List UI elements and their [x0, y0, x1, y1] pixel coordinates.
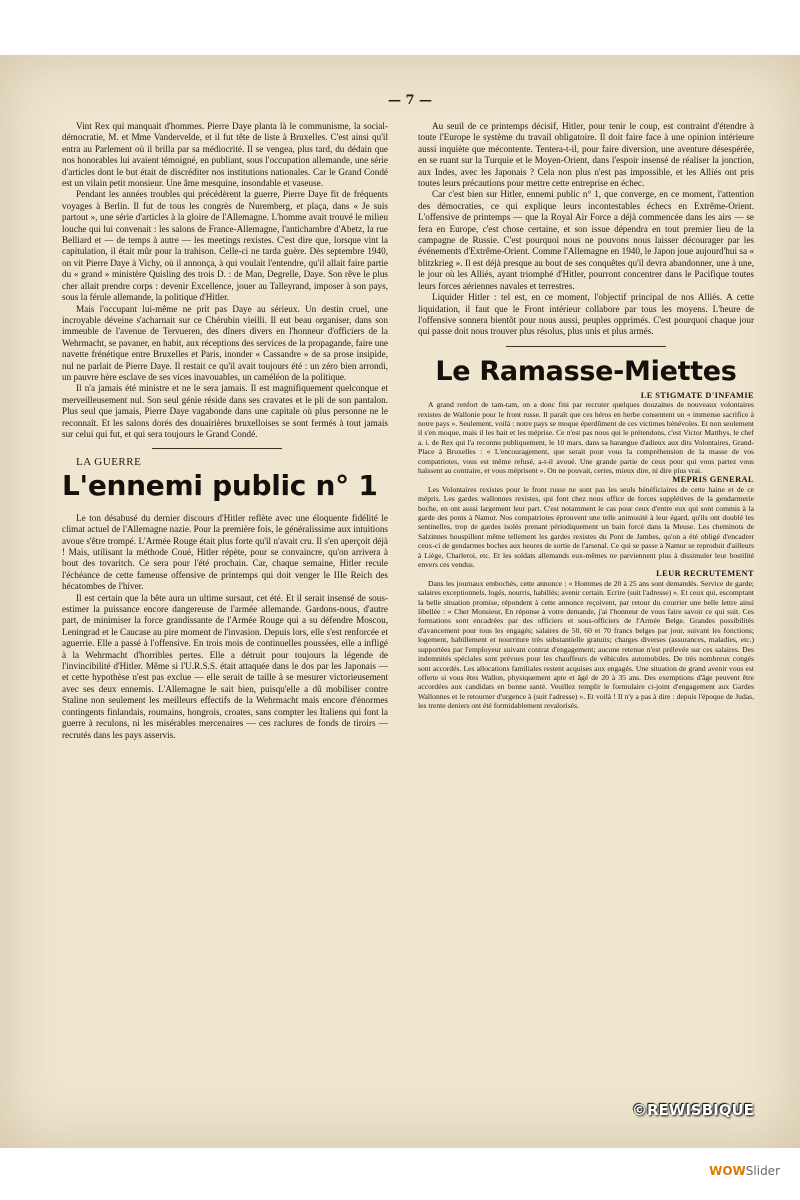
- brand-part-a: WOW: [709, 1164, 746, 1178]
- newspaper-page: [0, 55, 800, 1148]
- section-label: LA GUERRE: [76, 456, 142, 469]
- recrutement-paragraph: Dans les journaux embochés, cette annonce : « Hommes de 20 à 25 ans sont demandés. Service de garde; salaires exceptionnels, logés, nourris, habillés; avenir certain. Ecrire (suit l'adresse) ». Et ceux qui, escomptant la belle situation promise, répondent à cette annonce reçoivent, par retour du courrier une belle lettre ainsi libellée : « Cher Monsieur, En réponse à votre demande, j'ai l'honneur de vous faire savoir ce qui suit. Ces formations sont encadrées par des officiers et sous-officiers de l'Armée Belge. Grandes possibilités d'avancement pour tous les engagés; salaires de 50, 60 et 70 francs belges par jour, suivant les fonctions; logement, habillement et nourriture très substantielle gratuits; charges diverses (assurances, maladies, etc.) supportées par l'employeur suivant contrat d'engagement; aucune retenue n'est prélevée sur ces salaires. Des indemnités spéciales sont prévues pour les chauffeurs de véhicules automobiles. De très nombreux congés sont accordés. Les allocations familiales restent acquises aux engagés. Une situation de grand avenir vous est offerte si vous êtes Wallon, physiquement apte et âgé de 20 à 35 ans. Des exemptions d'âge peuvent être accordées aux candidats en bonne santé. Veuillez remplir le formulaire ci-joint d'engagement aux Gardes Wallonnes et le retourner d'urgence à (suit l'adresse) ». Et voilà ! Il n'y a pas à dire : depuis l'époque de Judas, les trente deniers ont été formidablement revalorisés.: [418, 578, 754, 711]
- copyright-watermark: ©REWISBIQUE: [632, 1101, 754, 1119]
- headline-ramasse-miettes: Le Ramasse-Miettes: [435, 355, 737, 387]
- subhead-recrutement: LEUR RECRUTEMENT: [656, 569, 754, 579]
- brand-part-b: Slider: [745, 1164, 780, 1178]
- left-column: [62, 121, 388, 741]
- intro-paragraph-3: Mais l'occupant lui-même ne prit pas Daye au sérieux. Un destin cruel, une incroyable déveine s'acharnait sur ce Chérubin vieilli. Il eut beau organiser, dans son immeuble de l'avenue de Tervueren, des dîners divers en l'honneur d'officiers de la Wehrmacht, se pavaner, en habit, aux réceptions des services de la propagande, faire une navette frénétique entre Bruxelles et Paris, inonder « Cassandre » de sa prose insipide, nul ne parlait de Pierre Daye. Il restait ce qu'il avait toujours été : un zéro bien arrondi, un pauvre hère esclave de ses vices inavouables, un caméléon de la politique.: [62, 303, 388, 382]
- column-divider-right: [506, 346, 666, 347]
- war-paragraph-2: Il est certain que la bête aura un ultime sursaut, cet été. Et il serait insensé de sous-estimer la puissance encore dangereuse de l'armée allemande. Gardons-nous, d'autre part, de minimiser la force grandissante de l'Armée Rouge qui a su défendre Moscou, Leningrad et le Caucase au pire moment de l'invasion. Depuis lors, elle s'est renforcée et aguerrie. Elle a passé à l'offensive. En trois mois de continuelles poussées, elle a infligé à la Wehrmacht d'horribles pertes. Elle a détruit pour toujours la légende de l'invincibilité d'Hitler. Même si l'U.R.S.S. était attaquée dans le dos par les Japonais — et cette hypothèse n'est pas exclue — elle serait de taille à se mesurer victorieusement avec ses deux ennemis. L'Allemagne le sait bien, puisqu'elle a dû mobiliser contre Staline non seulement les meilleurs effectifs de la Wehrmacht mais encore d'énormes contingents finlandais, roumains, hongrois, croates, sans compter les Italiens qui font la guerre à reculons, ni les misérables mercenaires — ces raclures de fonds de tiroirs — recrutés dans les pays asservis.: [62, 592, 388, 740]
- intro-paragraph-4: Il n'a jamais été ministre et ne le sera jamais. Il est magnifiquement quelconque et merveilleusement nul. Son seul génie réside dans ses cravates et le pli de son pantalon. Plus seul que jamais, Pierre Daye vagabonde dans une capitale où plus personne ne le reconnaît. Et les salons dorés des douairières bruxelloises se sont fermés à tout jamais sur celui qui fut, et qui sera toujours le Grand Condé.: [62, 383, 388, 439]
- column-divider: [152, 448, 282, 449]
- war-cont-paragraph-2: Car c'est bien sur Hitler, ennemi public n° 1, que converge, en ce moment, l'attention des démocraties, ce qui explique leurs incontestables échecs en Extrême-Orient. L'offensive de printemps — que la Royal Air Force a déjà commencée dans les airs — se fera en Europe, c'est chose certaine, et son issue dépendra en tout premier lieu de la campagne de Russie. C'est pourquoi nous ne pouvons nous laisser décourager par les événements d'Extrême-Orient. Comme l'Allemagne en 1940, le Japon joue aujourd'hui sa « blitzkrieg ». Il est déjà presque au bout de ses conquêtes qu'il devra abandonner, une à une, le jour où les Alliés, ayant triomphé d'Hitler, pourront concentrer dans le Pacifique toutes leurs forces aériennes navales et terrestres.: [418, 189, 754, 291]
- headline-ennemi-public: L'ennemi public n° 1: [62, 468, 378, 502]
- war-paragraph-1: Le ton désabusé du dernier discours d'Hitler reflète avec une éloquente fidélité le climat actuel de l'Allemagne nazie. Pour la première fois, le généralissime aux intuitions avoue s'être trompé. L'Armée Rouge était plus forte qu'il n'avait cru. Il s'en aperçoit déjà ! Mais, utilisant la méthode Coué, Hitler répète, pour se convaincre, qu'on arrivera à bout des tovaritch. Ce sera pour l'été prochain. Car, chaque semaine, Hitler recule l'échéance de cette fameuse offensive de printemps qui doit venger le IIIe Reich des hécatombes de l'hiver.: [62, 512, 388, 592]
- ramasse-miettes-body: [418, 391, 754, 711]
- right-column: [418, 121, 754, 711]
- top-margin: [0, 0, 800, 55]
- stigmate-paragraph: A grand renfort de tam-tam, on a donc fini par recruter quelques douzaines de nouveaux volontaires rexistes de Wallonie pour le front russe. Il paraît que ces héros en herbe consentent un « immense sacrifice à notre pays ». Seulement, voilà : notre pays se moque éperdûment de ces victimes bénévoles. Et non seulement il s'en moque, mais il les hait et les méprise. Ce n'est pas nous qui le prétendons, c'est Victor Matthys, le chef a. i. de Rex qui l'a reconnu publiquement, le 10 mars, dans sa harangue d'adieux aux dits Volontaires, Grand-Place à Bruxelles : « L'encouragement, que serait pour vous la compréhension de la masse de vos compatriotes, vous est même refusé, a-t-il avoué. Une grande partie de ceux pour qui vous partez vous haïssent au contraire, et vous méprisent ». On ne pouvait, certes, mieux dire, ni dire plus vrai.: [418, 400, 754, 475]
- page-number: — 7 —: [387, 93, 433, 108]
- subhead-stigmate: LE STIGMATE D'INFAMIE: [640, 390, 754, 400]
- war-cont-paragraph-3: Liquider Hitler : tel est, en ce moment, l'objectif principal de nos Alliés. A cette liquidation, il faut que le Front intérieur collabore par tous les moyens. L'heure de l'offensive sonnera bientôt pour nous aussi, peuples opprimés. C'est pourquoi chaque jour qui passe doit nous trouver plus résolus, plus unis et plus armés.: [418, 292, 754, 337]
- subhead-mepris: MEPRIS GENERAL: [672, 475, 754, 485]
- intro-paragraph-1: Vint Rex qui manquait d'hommes. Pierre Daye planta là le communisme, la social-démocratie, M. et Mme Vandervelde, et il fut tête de liste à Bruxelles. C'est ainsi qu'il entra au Parlement où il brilla par sa médiocrité. Il se vengea, plus tard, du dédain que nos honorables lui avaient témoigné, en publiant, sous l'occupation allemande, une série d'articles dont le but était de discréditer nos institutions nationales. Car le Grand Condé est un vilain petit monsieur. Une âme mesquine, insondable et vaseuse.: [62, 121, 388, 189]
- wowslider-brand[interactable]: [709, 1164, 780, 1178]
- mepris-paragraph: Les Volontaires rexistes pour le front russe ne sont pas les seuls bénéficiaires de cette haine et de ce mépris. Les gardes wallonnes rexistes, qui font chez nous office de forces supplétives de la gendarmerie boche, en ont aussi largement leur part. C'est notamment le cas pour ceux d'entre eux qui sont commis à la garde des ponts à Namur. Nos compatriotes éprouvent une telle animosité à leur égard, qu'ils ont doublé les sentinelles, trop de gardes isolés prenant périodiquement un bain forcé dans la Meuse. Les cheminots de Salzinnes houspillent même tellement les gardes rexistes du Pont de Jambes, qu'on a été obligé d'encadrer ceux-ci de gendarmes boches aux heures de sortie de l'arsenal. Ce qui se passe à Namur se reproduit d'ailleurs à Liège, Charleroi, etc. Et les soldats allemands eux-mêmes ne parviennent plus à dissimuler leur hostilité envers ces vendus.: [418, 484, 754, 570]
- intro-paragraph-2: Pendant les années troubles qui précédèrent la guerre, Pierre Daye fit de fréquents voyages à Berlin. Il fut de tous les congrès de Nuremberg, et plaça, dans « Je suis partout », une série d'articles à la gloire de l'Allemagne. L'homme avait trouvé le milieu louche qui lui convenait : les salons de France-Allemagne, l'antichambre d'Abetz, la rue Belliard et — de temps à autre — les meetings rexistes. C'est dire que, lorsque vint la capitulation, il était mûr pour la trahison. Celle-ci ne tarda guère. Dès septembre 1940, on vit Pierre Daye à Vichy, où il annonça, à qui voulait l'entendre, qu'il allait faire partie du « grand » ministère Quisling des trois D. : de Man, Degrelle, Daye. Son rêve le plus cher allait prendre corps : devenir Excellence, jouer au Talleyrand, imposer à son pays, sous la férule allemande, la politique d'Hitler.: [62, 189, 388, 303]
- war-cont-paragraph-1: Au seuil de ce printemps décisif, Hitler, pour tenir le coup, est contraint d'étendre à toute l'Europe le système du travail obligatoire. Il doit faire face à une opinion intérieure aussi inquiète que mécontente. Tentera-t-il, pour faire diversion, une aventure désespérée, en se ruant sur la Turquie et le Moyen-Orient, dans l'espoir insensé de réaliser la jonction, aux Indes, avec les Japonais ? Cela non plus n'est pas impossible, et les Alliés ont pris toutes leurs précautions pour mettre cette entreprise en échec.: [418, 121, 754, 189]
